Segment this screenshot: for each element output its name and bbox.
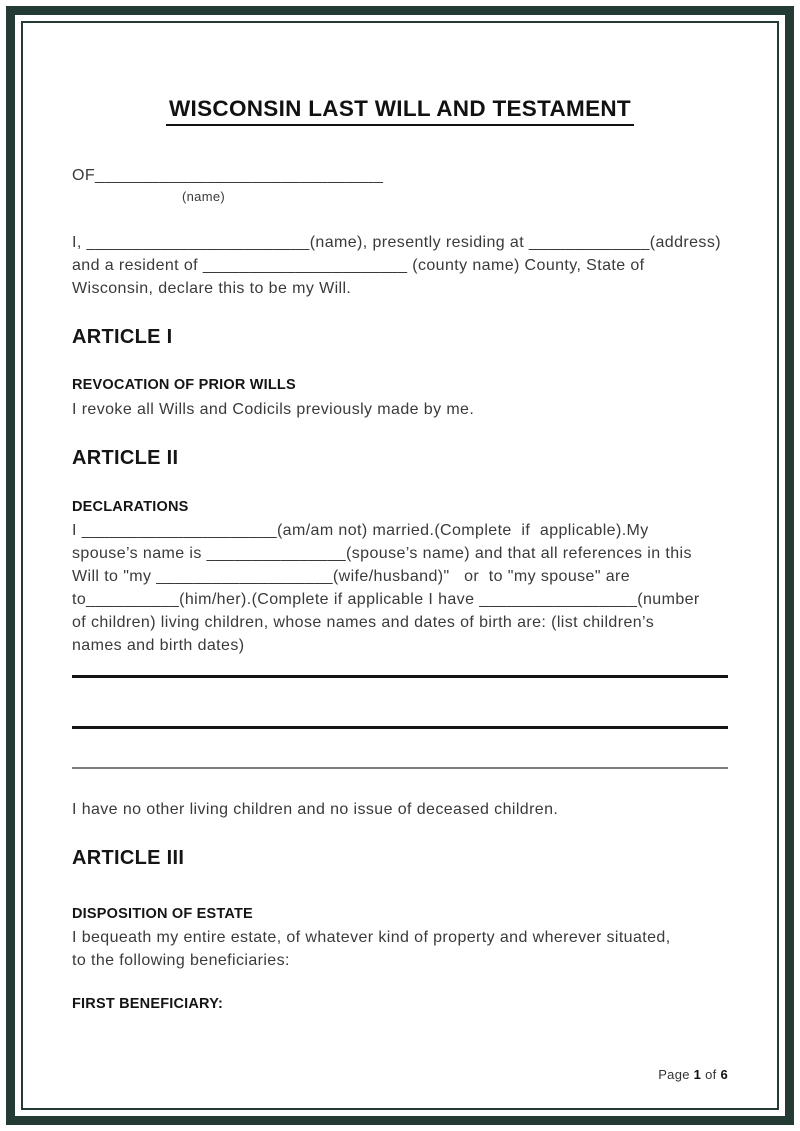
document-page <box>72 0 728 1014</box>
footer-page-number: 1 <box>693 1067 702 1082</box>
children-list-blank-line-3 <box>72 767 728 769</box>
article-3-heading: ARTICLE III <box>72 847 185 869</box>
disposition-line: to the following beneficiaries: <box>72 952 290 969</box>
declarations-line: of children) living children, whose names and dates of birth are: (list children’s <box>72 614 655 631</box>
disposition-line: I bequeath my entire estate, of whatever kind of property and wherever situated, <box>72 929 671 946</box>
intro-paragraph <box>72 231 728 300</box>
declarations-line: spouse’s name is _______________(spouse’s name) and that all references in this <box>72 545 692 562</box>
footer-page-indicator <box>650 1052 728 1082</box>
first-beneficiary-heading: FIRST BENEFICIARY: <box>72 996 224 1012</box>
declarations-line: I _____________________(am/am not) married.(Complete if applicable).My <box>72 522 649 539</box>
article-1-heading: ARTICLE I <box>72 326 173 348</box>
name-caption: (name) <box>182 189 225 204</box>
footer-page-total: 6 <box>720 1067 728 1082</box>
revocation-body: I revoke all Wills and Codicils previously made by me. <box>72 401 475 418</box>
declarations-subheading: DECLARATIONS <box>72 499 189 515</box>
no-other-children-statement: I have no other living children and no issue of deceased children. <box>72 801 559 818</box>
intro-line: Wisconsin, declare this to be my Will. <box>72 280 352 297</box>
revocation-subheading: REVOCATION OF PRIOR WILLS <box>72 377 296 393</box>
disposition-paragraph <box>72 926 728 972</box>
declarations-line: to__________(him/her).(Complete if applicable I have _________________(number <box>72 591 700 608</box>
intro-line: and a resident of ______________________ (county name) County, State of <box>72 257 645 274</box>
children-list-blank-line-1 <box>72 675 728 678</box>
document-title: WISCONSIN LAST WILL AND TESTAMENT <box>166 96 634 126</box>
footer-page-prefix: Page <box>658 1067 694 1082</box>
declarations-line: names and birth dates) <box>72 637 245 654</box>
declarations-line: Will to "my ___________________(wife/husband)" or to "my spouse" are <box>72 568 631 585</box>
intro-line: I, ________________________(name), presently residing at _____________(address) <box>72 234 721 251</box>
disposition-subheading: DISPOSITION OF ESTATE <box>72 906 253 922</box>
footer-page-separator: of <box>701 1067 721 1082</box>
children-list-blank-line-2 <box>72 726 728 729</box>
testator-name-blank-line: OF_______________________________ <box>72 167 384 184</box>
document-title-wrap <box>72 96 728 126</box>
article-2-heading: ARTICLE II <box>72 447 179 469</box>
declarations-paragraph <box>72 519 728 657</box>
